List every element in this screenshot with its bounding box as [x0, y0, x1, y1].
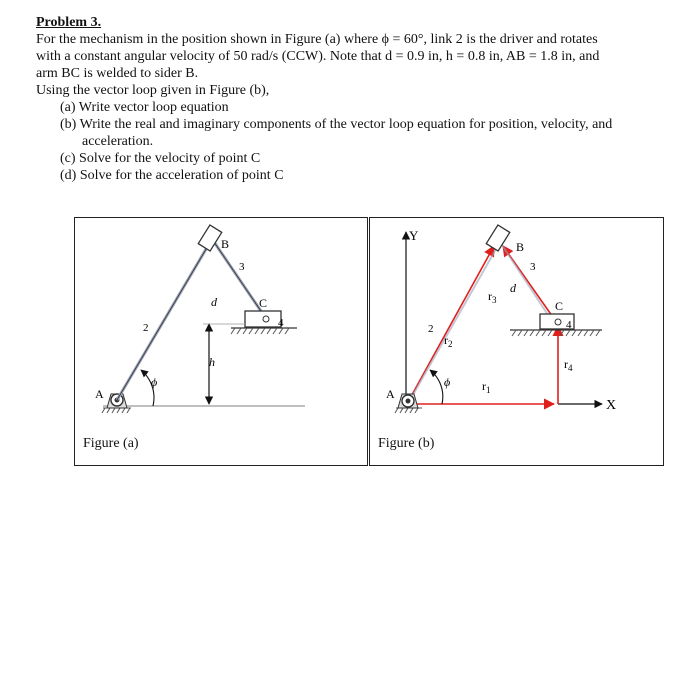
- slider-b-b: [486, 225, 510, 251]
- label-r3: $r_3$: [488, 289, 497, 305]
- label-c: C: [259, 296, 268, 310]
- label-r2: $r_2$: [444, 333, 453, 349]
- link-3-b: [500, 242, 550, 318]
- label-phi-b: ϕ: [444, 375, 451, 389]
- task-list: [36, 99, 676, 184]
- intro-line: Using the vector loop given in Figure (b),: [36, 83, 270, 98]
- figure-a-drawing: [75, 218, 367, 465]
- label-b: B: [221, 237, 230, 251]
- label-d: d: [211, 295, 217, 309]
- label-b-b: B: [516, 240, 525, 254]
- statement-line-3: arm BC is welded to sider B.: [36, 66, 199, 81]
- label-c-b: C: [555, 299, 564, 313]
- link-2-b: [410, 242, 500, 400]
- problem-title: Problem 3.: [36, 15, 102, 30]
- label-y: Y: [409, 228, 419, 243]
- label-link4: 4: [278, 317, 284, 329]
- label-d-b: d: [510, 281, 516, 295]
- task-b: (b) Write the real and imaginary components of the vector loop equation for position, velocity, and acceleration.: [60, 117, 613, 149]
- label-r1: $r_1$: [482, 379, 491, 395]
- label-x: X: [606, 398, 617, 413]
- label-a: A: [95, 387, 104, 401]
- label-h: h: [209, 355, 215, 369]
- task-c: (c) Solve for the velocity of point C: [60, 151, 261, 166]
- label-link2-b: 2: [428, 323, 434, 335]
- ground-hatch-a: [102, 408, 131, 413]
- label-phi: ϕ: [151, 375, 158, 389]
- label-link2: 2: [143, 322, 149, 334]
- label-a-b: A: [386, 387, 395, 401]
- caption-a: Figure (a): [83, 436, 139, 451]
- figure-b-panel: [369, 217, 664, 466]
- figure-b-drawing: [370, 218, 663, 465]
- label-r4: $r_4$: [564, 357, 573, 373]
- figure-a-panel: [74, 217, 368, 466]
- caption-b: Figure (b): [378, 436, 435, 451]
- ground-hatch-b: [395, 408, 422, 413]
- statement-line-1: For the mechanism in the position shown in Figure (a) where ϕ = 60°, link 2 is the driver and rotates: [36, 32, 598, 47]
- phi-arc-b: [430, 370, 443, 404]
- task-d: (d) Solve for the acceleration of point C: [60, 168, 284, 183]
- label-link4-b: 4: [566, 319, 572, 331]
- problem-text: [36, 14, 676, 184]
- task-a: (a) Write vector loop equation: [60, 100, 229, 115]
- ground-hatch-c-b: [512, 330, 600, 336]
- statement-line-2: with a constant angular velocity of 50 rad/s (CCW). Note that d = 0.9 in, h = 0.8 in, AB = 1.8 in, and: [36, 49, 600, 64]
- label-link3-b: 3: [530, 261, 536, 273]
- label-link3: 3: [239, 261, 245, 273]
